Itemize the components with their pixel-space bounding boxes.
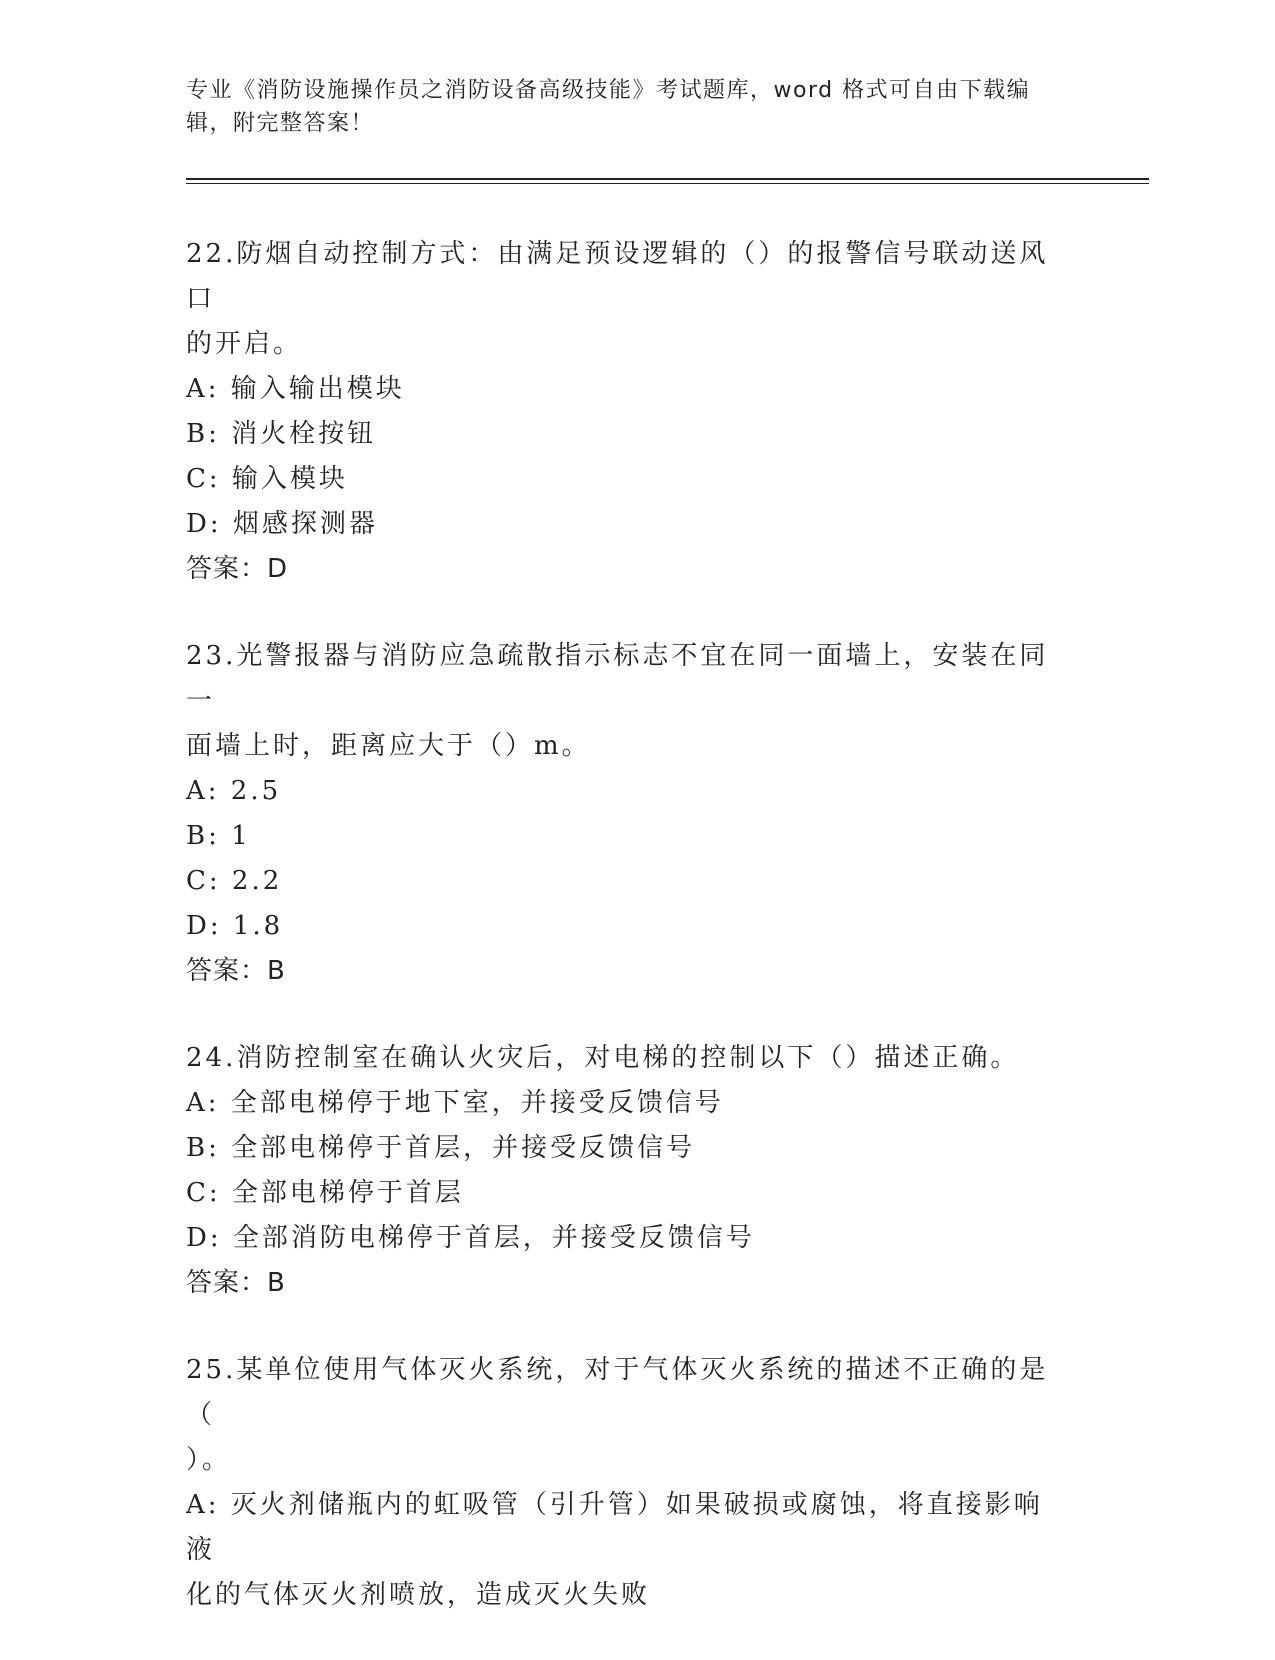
question-list [186,232,1066,1660]
question-text: 25.某单位使用气体灭火系统，对于气体灭火系统的描述不正确的是（ [186,1355,1049,1430]
option-d: D: 全部消防电梯停于首层，并接受反馈信号 [186,1223,755,1253]
question-text: 22.防烟自动控制方式：由满足预设逻辑的（）的报警信号联动送风口 [186,239,1049,314]
header-divider-thick [186,178,1149,180]
question-text: 24.消防控制室在确认火灾后，对电梯的控制以下（）描述正确。 [186,1043,1020,1073]
header-line-1: 专业《消防设施操作员之消防设备高级技能》考试题库，word 格式可自由下载编 [186,78,1031,103]
option-a: A: 灭火剂储瓶内的虹吸管（引升管）如果破损或腐蚀，将直接影响液 [186,1490,1043,1565]
option-a: A: 2.5 [186,776,282,806]
option-a: A: 输入输出模块 [186,374,405,404]
header-divider-thin [186,183,1149,184]
question-text-continued: 面墙上时，距离应大于（）m。 [186,731,591,761]
option-b: B: 消火栓按钮 [186,419,377,449]
header-line-2: 辑，附完整答案！ [186,111,375,136]
question-text-continued: 的开启。 [186,329,303,359]
option-b: B: 全部电梯停于首层，并接受反馈信号 [186,1133,696,1163]
answer: 答案：D [186,554,289,584]
answer: 答案：B [186,1268,286,1298]
answer: 答案：B [186,956,286,986]
option-a-continued: 化的气体灭火剂喷放，造成灭火失败 [186,1580,651,1610]
question-23 [186,634,1066,994]
option-c: C: 输入模块 [186,464,348,494]
question-22 [186,232,1066,592]
question-25 [186,1348,1066,1618]
option-d: D: 1.8 [186,911,284,941]
option-c: C: 2.2 [186,866,283,896]
option-b: B: 1 [186,821,251,851]
option-d: D: 烟感探测器 [186,509,378,539]
question-text-continued: ）。 [186,1445,232,1475]
option-a: A: 全部电梯停于地下室，并接受反馈信号 [186,1088,724,1118]
document-header [186,74,1066,140]
option-c: C: 全部电梯停于首层 [186,1178,464,1208]
question-24 [186,1036,1066,1306]
question-text: 23.光警报器与消防应急疏散指示标志不宜在同一面墙上，安装在同一 [186,641,1049,716]
